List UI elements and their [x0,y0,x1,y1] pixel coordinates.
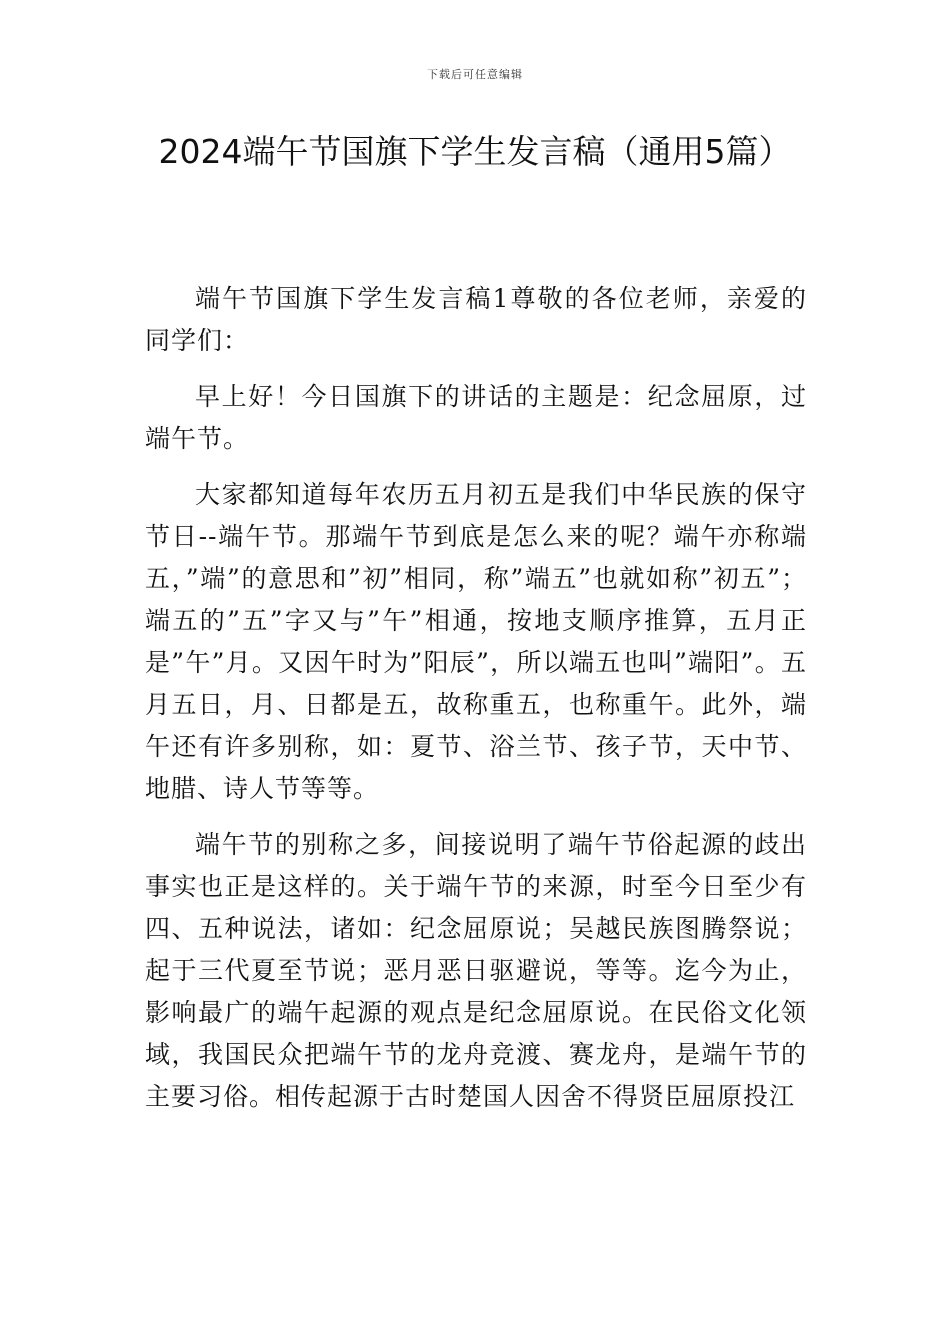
paragraph-topic: 早上好！今日国旗下的讲话的主题是：纪念屈原，过端午节。 [145,382,807,453]
paragraph-greeting: 端午节国旗下学生发言稿1尊敬的各位老师，亲爱的同学们： [145,284,807,355]
document-title: 2024端午节国旗下学生发言稿（通用5篇） [158,132,792,171]
document-body [145,278,807,1132]
paragraph-origin-names: 大家都知道每年农历五月初五是我们中华民族的保守节日--端午节。那端午节到底是怎么来的呢？端午亦称端五，”端”的意思和”初”相同，称”端五”也就如称”初五”；端五的”五”字又与”午”相通，按地支顺序推算，五月正是”午”月。又因午时为”阳辰”，所以端五也叫”端阳”。五月五日，月、日都是五，故称重五，也称重午。此外，端午还有许多别称，如：夏节、浴兰节、孩子节，天中节、地腊、诗人节等等。 [145,480,807,803]
paragraph-origin-theories: 端午节的别称之多，间接说明了端午节俗起源的歧出事实也正是这样的。关于端午节的来源，时至今日至少有四、五种说法，诸如：纪念屈原说；吴越民族图腾祭说；起于三代夏至节说；恶月恶日驱避说，等等。迄今为止，影响最广的端午起源的观点是纪念屈原说。在民俗文化领域，我国民众把端午节的龙舟竞渡、赛龙舟，是端午节的主要习俗。相传起源于古时楚国人因舍不得贤臣屈原投江 [145,830,807,1111]
header-note: 下载后可任意编辑 [427,68,523,81]
